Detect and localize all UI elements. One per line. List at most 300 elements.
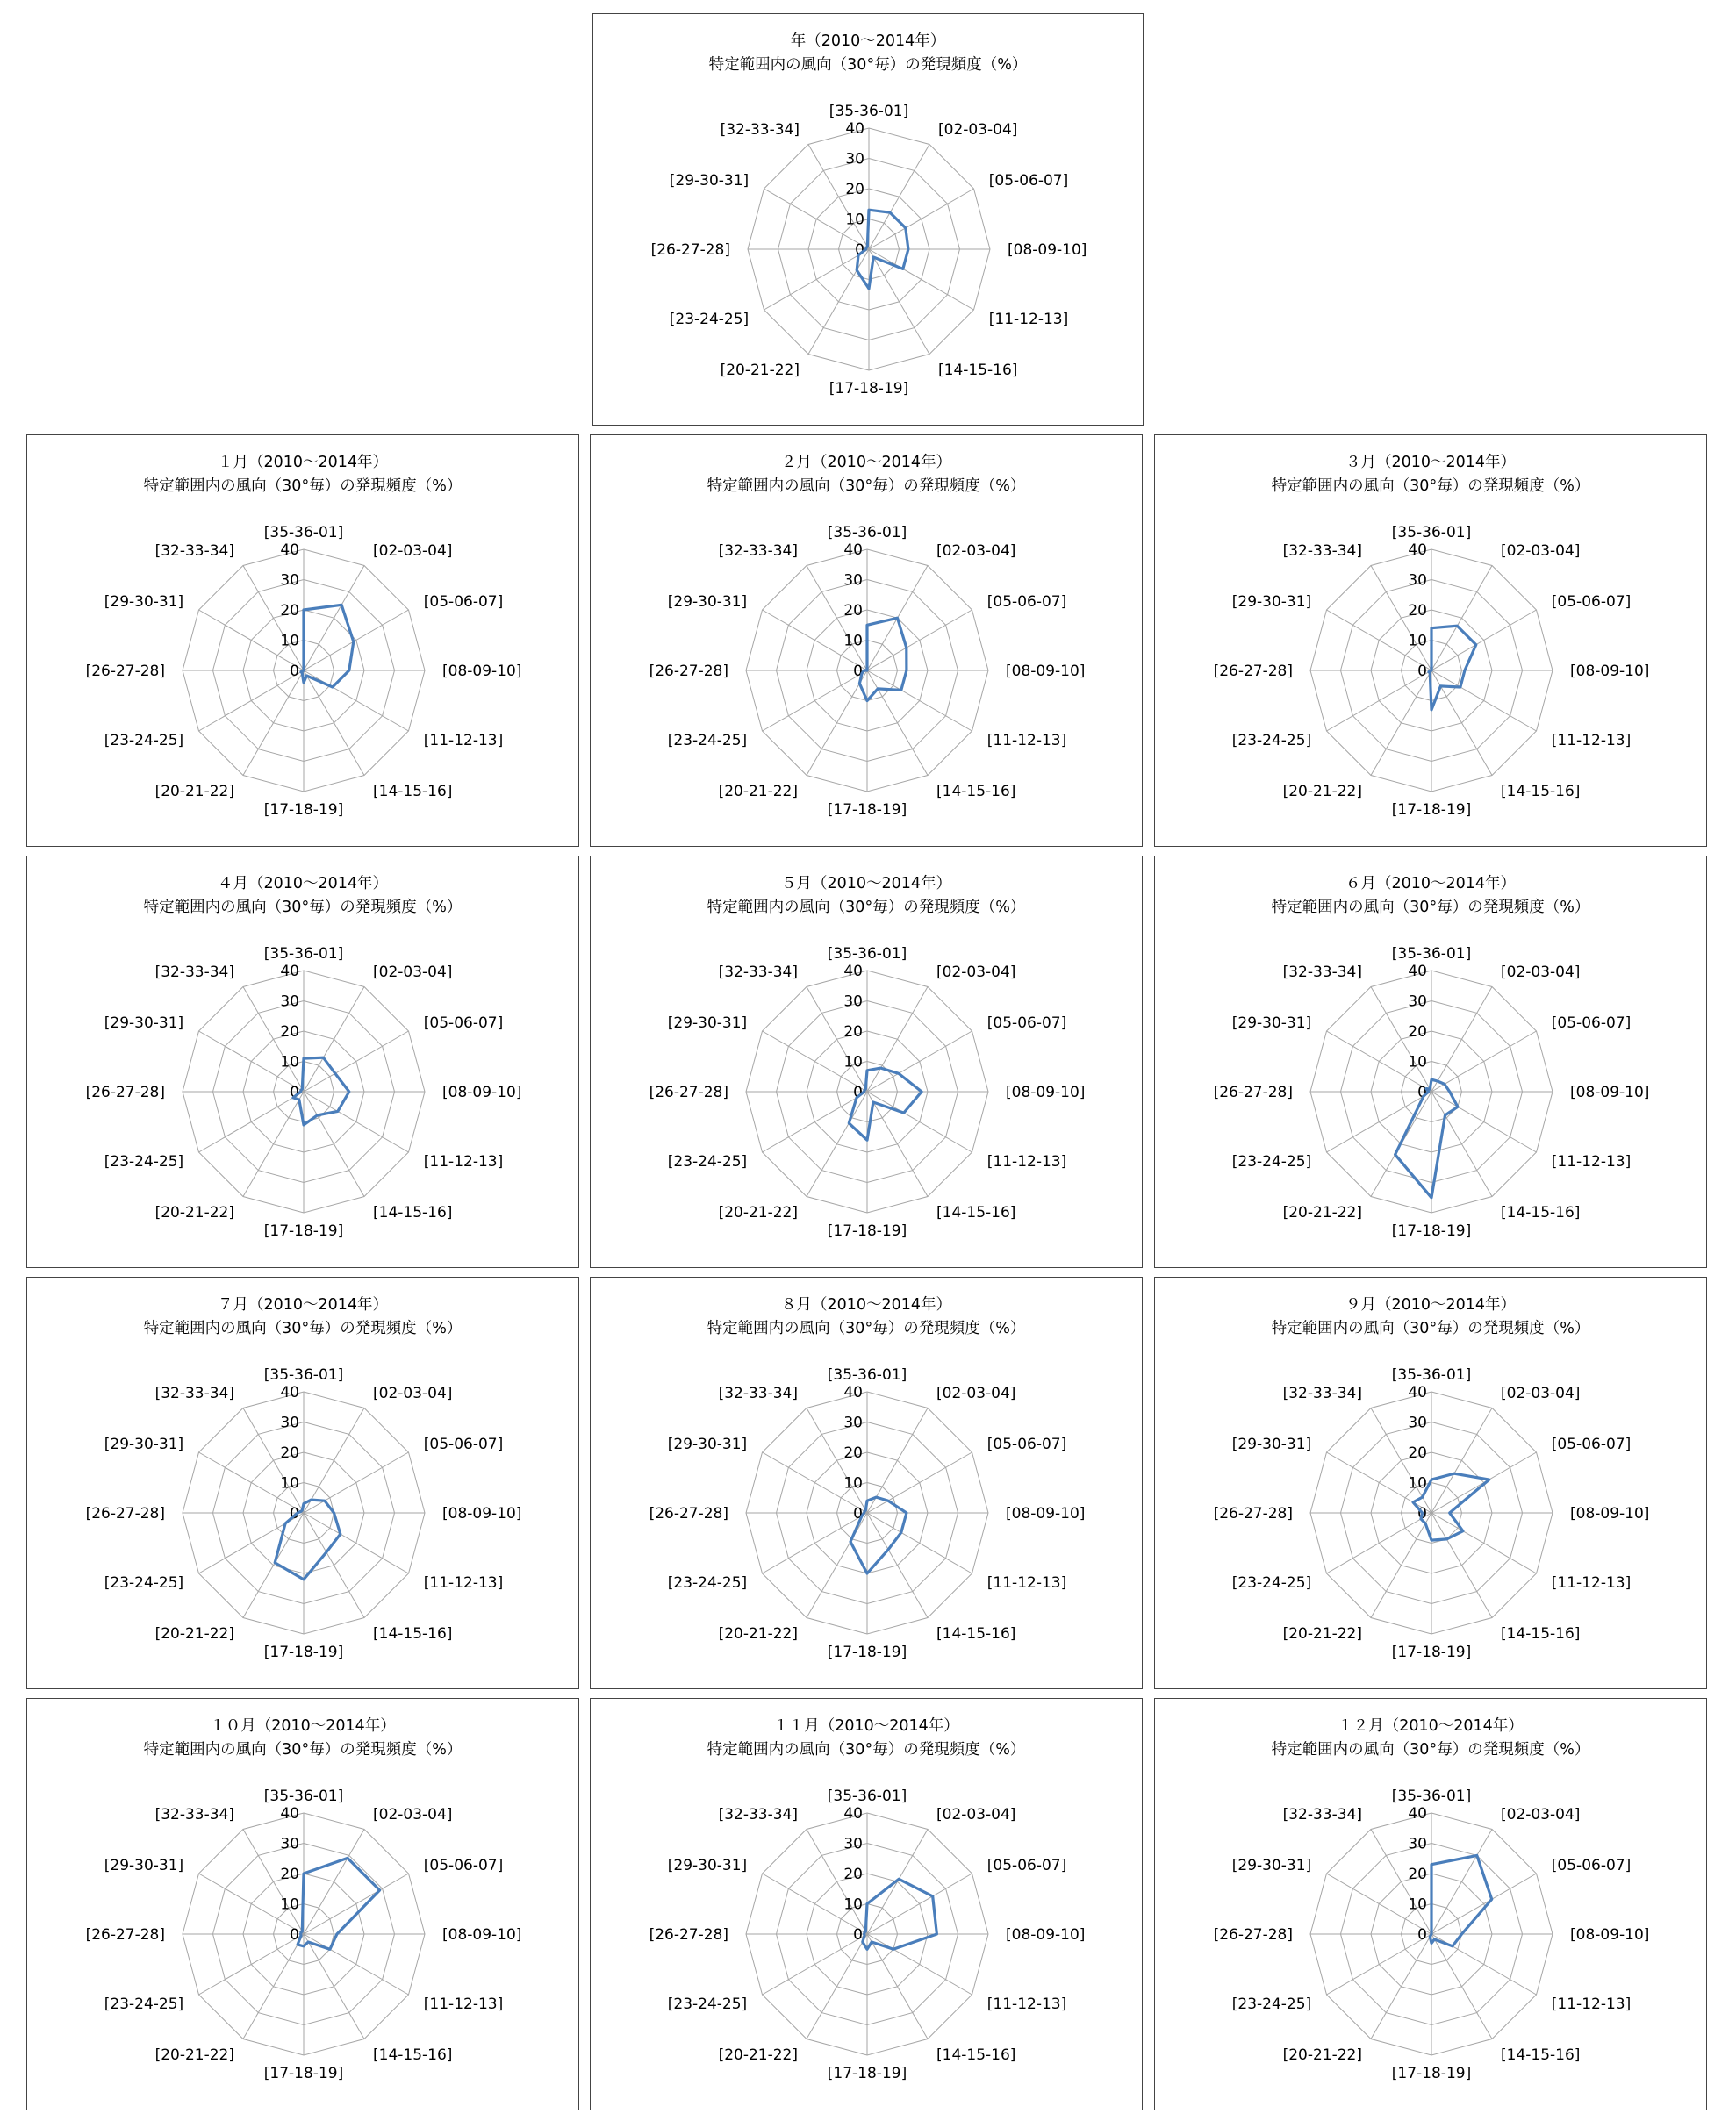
grid-spoke xyxy=(1431,1513,1537,1573)
grid-spoke xyxy=(304,1452,409,1513)
category-label: [14-15-16] xyxy=(373,1624,453,1643)
tick-label: 10 xyxy=(280,632,299,650)
grid-spoke xyxy=(807,670,867,776)
category-label: [08-09-10] xyxy=(1570,1926,1650,1944)
data-series-line xyxy=(275,1500,341,1580)
radar-chart xyxy=(591,856,1144,1269)
category-label: [08-09-10] xyxy=(1006,1084,1086,1101)
chart-subtitle: 特定範囲内の風向（30°毎）の発現頻度（%） xyxy=(707,899,1026,916)
category-label: [23-24-25] xyxy=(669,311,750,328)
category-label: [29-30-31] xyxy=(104,1436,184,1453)
category-label: [20-21-22] xyxy=(1282,782,1362,800)
category-label: [08-09-10] xyxy=(442,1505,522,1523)
radar-chart xyxy=(593,14,1144,426)
category-label: [02-03-04] xyxy=(373,1385,453,1403)
category-label: [29-30-31] xyxy=(104,1014,184,1032)
grid-spoke xyxy=(763,670,868,731)
category-label: [32-33-34] xyxy=(718,1806,798,1824)
category-label: [11-12-13] xyxy=(986,732,1067,749)
category-label: [23-24-25] xyxy=(104,1996,184,2013)
category-label: [05-06-07] xyxy=(986,593,1067,611)
tick-label: 0 xyxy=(855,241,864,259)
tick-label: 40 xyxy=(1408,1805,1427,1823)
grid-spoke xyxy=(867,1934,928,2039)
category-label: [35-36-01] xyxy=(827,524,907,541)
tick-label: 20 xyxy=(280,1023,299,1041)
category-label: [35-36-01] xyxy=(263,945,344,963)
category-label: [17-18-19] xyxy=(829,380,909,398)
category-label: [17-18-19] xyxy=(263,801,344,819)
tick-label: 30 xyxy=(280,1835,299,1853)
chart-title: １１月（2010～2014年） xyxy=(773,1717,959,1735)
tick-label: 10 xyxy=(843,1895,863,1914)
category-label: [23-24-25] xyxy=(667,1996,748,2013)
category-label: [20-21-22] xyxy=(1282,2046,1362,2064)
grid-spoke xyxy=(1431,1874,1537,1934)
tick-label: 20 xyxy=(1408,602,1427,620)
category-label: [32-33-34] xyxy=(1282,964,1362,982)
category-label: [05-06-07] xyxy=(1551,1857,1632,1874)
tick-label: 20 xyxy=(280,1444,299,1462)
tick-label: 0 xyxy=(1417,1084,1427,1101)
tick-label: 40 xyxy=(843,1384,863,1401)
tick-label: 10 xyxy=(1408,1474,1427,1493)
category-label: [32-33-34] xyxy=(718,1385,798,1403)
category-label: [29-30-31] xyxy=(1231,1014,1312,1032)
grid-spoke xyxy=(867,670,928,776)
grid-spoke xyxy=(304,1513,364,1618)
chart-title: ３月（2010～2014年） xyxy=(1345,454,1517,471)
category-label: [05-06-07] xyxy=(423,1014,504,1032)
chart-title: ７月（2010～2014年） xyxy=(217,1296,389,1314)
grid-spoke xyxy=(243,670,304,776)
category-label: [17-18-19] xyxy=(1391,1222,1472,1240)
tick-label: 30 xyxy=(1408,1414,1427,1432)
tick-label: 20 xyxy=(843,1444,863,1462)
category-label: [20-21-22] xyxy=(154,1624,234,1643)
category-label: [08-09-10] xyxy=(1006,1505,1086,1523)
radar-chart xyxy=(591,1699,1144,2111)
grid-spoke xyxy=(867,1452,972,1513)
grid-spoke xyxy=(243,1513,304,1618)
grid-spoke xyxy=(1371,1513,1431,1618)
tick-label: 30 xyxy=(1408,992,1427,1011)
tick-label: 0 xyxy=(1417,1926,1427,1944)
tick-label: 30 xyxy=(1408,1835,1427,1853)
grid-spoke xyxy=(304,1830,364,1935)
tick-label: 30 xyxy=(280,571,299,590)
tick-label: 30 xyxy=(1408,571,1427,590)
category-label: [20-21-22] xyxy=(718,2046,798,2064)
tick-label: 30 xyxy=(843,571,863,590)
grid-spoke xyxy=(1327,1092,1432,1152)
chart-panel-feb xyxy=(590,434,1143,847)
category-label: [08-09-10] xyxy=(442,1926,522,1944)
tick-label: 10 xyxy=(1408,1895,1427,1914)
radar-chart xyxy=(591,435,1144,848)
category-label: [32-33-34] xyxy=(1282,542,1362,561)
category-label: [29-30-31] xyxy=(1231,1857,1312,1874)
tick-label: 0 xyxy=(290,1926,299,1944)
chart-panel-apr xyxy=(26,856,579,1268)
grid-spoke xyxy=(1327,1513,1432,1573)
category-label: [29-30-31] xyxy=(1231,1436,1312,1453)
category-label: [05-06-07] xyxy=(1551,593,1632,611)
tick-label: 10 xyxy=(280,1474,299,1493)
tick-label: 10 xyxy=(280,1895,299,1914)
category-label: [17-18-19] xyxy=(263,1644,344,1661)
category-label: [17-18-19] xyxy=(1391,1644,1472,1661)
grid-spoke xyxy=(869,249,974,310)
category-label: [20-21-22] xyxy=(718,782,798,800)
grid-spoke xyxy=(807,1513,867,1618)
category-label: [35-36-01] xyxy=(263,524,344,541)
category-label: [26-27-28] xyxy=(85,1926,165,1944)
category-label: [08-09-10] xyxy=(1570,1505,1650,1523)
category-label: [17-18-19] xyxy=(827,1644,907,1661)
grid-spoke xyxy=(304,987,364,1093)
category-label: [11-12-13] xyxy=(986,1153,1067,1171)
category-label: [26-27-28] xyxy=(649,1505,728,1523)
category-label: [11-12-13] xyxy=(1551,1996,1632,2013)
grid-spoke xyxy=(1431,1031,1537,1092)
category-label: [02-03-04] xyxy=(936,542,1016,561)
grid-spoke xyxy=(199,670,305,731)
chart-title: ２月（2010～2014年） xyxy=(780,454,952,471)
chart-title: １月（2010～2014年） xyxy=(217,454,389,471)
chart-subtitle: 特定範囲内の風向（30°毎）の発現頻度（%） xyxy=(1271,1741,1590,1759)
grid-spoke xyxy=(867,1513,972,1573)
category-label: [11-12-13] xyxy=(423,1996,504,2013)
category-label: [35-36-01] xyxy=(1391,945,1472,963)
category-label: [20-21-22] xyxy=(720,361,800,379)
chart-title: ９月（2010～2014年） xyxy=(1345,1296,1517,1314)
category-label: [05-06-07] xyxy=(986,1857,1067,1874)
category-label: [11-12-13] xyxy=(1551,1153,1632,1171)
category-label: [26-27-28] xyxy=(85,663,165,680)
category-label: [05-06-07] xyxy=(1551,1436,1632,1453)
grid-spoke xyxy=(867,670,972,731)
category-label: [26-27-28] xyxy=(1213,1505,1293,1523)
tick-label: 40 xyxy=(280,541,299,559)
data-series-line xyxy=(859,618,907,700)
category-label: [02-03-04] xyxy=(936,1806,1016,1824)
category-label: [20-21-22] xyxy=(154,2046,234,2064)
chart-panel-nov xyxy=(590,1698,1143,2110)
category-label: [08-09-10] xyxy=(442,1084,522,1101)
tick-label: 10 xyxy=(1408,632,1427,650)
category-label: [17-18-19] xyxy=(1391,2065,1472,2082)
chart-title: ８月（2010～2014年） xyxy=(780,1296,952,1314)
tick-label: 0 xyxy=(853,1505,863,1523)
category-label: [17-18-19] xyxy=(1391,801,1472,819)
category-label: [17-18-19] xyxy=(263,2065,344,2082)
tick-label: 40 xyxy=(843,963,863,980)
chart-subtitle: 特定範囲内の風向（30°毎）の発現頻度（%） xyxy=(143,1741,463,1759)
grid-spoke xyxy=(763,1934,868,1995)
category-label: [05-06-07] xyxy=(986,1436,1067,1453)
grid-spoke xyxy=(1431,1830,1492,1935)
category-label: [29-30-31] xyxy=(1231,593,1312,611)
category-label: [23-24-25] xyxy=(667,1153,748,1171)
category-label: [35-36-01] xyxy=(1391,524,1472,541)
category-label: [29-30-31] xyxy=(667,1436,748,1453)
category-label: [29-30-31] xyxy=(667,1857,748,1874)
radar-chart xyxy=(1155,1278,1708,1690)
category-label: [14-15-16] xyxy=(936,2046,1016,2064)
category-label: [23-24-25] xyxy=(1231,732,1312,749)
category-label: [02-03-04] xyxy=(373,542,453,561)
category-label: [11-12-13] xyxy=(986,1996,1067,2013)
tick-label: 40 xyxy=(280,1805,299,1823)
tick-label: 0 xyxy=(853,1926,863,1944)
tick-label: 30 xyxy=(845,150,864,168)
category-label: [35-36-01] xyxy=(263,1366,344,1384)
grid-spoke xyxy=(304,1092,364,1197)
category-label: [02-03-04] xyxy=(1501,964,1581,982)
category-label: [29-30-31] xyxy=(104,593,184,611)
category-label: [32-33-34] xyxy=(718,964,798,982)
grid-spoke xyxy=(1327,1934,1432,1995)
category-label: [11-12-13] xyxy=(423,1153,504,1171)
category-label: [02-03-04] xyxy=(1501,1806,1581,1824)
grid-spoke xyxy=(1431,670,1537,731)
grid-spoke xyxy=(304,566,364,671)
category-label: [05-06-07] xyxy=(1551,1014,1632,1032)
grid-spoke xyxy=(1431,1408,1492,1514)
category-label: [11-12-13] xyxy=(423,1574,504,1592)
category-label: [02-03-04] xyxy=(1501,1385,1581,1403)
category-label: [23-24-25] xyxy=(1231,1574,1312,1592)
chart-subtitle: 特定範囲内の風向（30°毎）の発現頻度（%） xyxy=(143,899,463,916)
tick-label: 10 xyxy=(845,211,864,229)
category-label: [17-18-19] xyxy=(263,1222,344,1240)
chart-panel-sep xyxy=(1154,1277,1707,1689)
grid-spoke xyxy=(1431,566,1492,671)
grid-spoke xyxy=(1431,1934,1492,2039)
category-label: [02-03-04] xyxy=(373,964,453,982)
category-label: [17-18-19] xyxy=(827,2065,907,2082)
category-label: [08-09-10] xyxy=(1006,1926,1086,1944)
grid-spoke xyxy=(1431,610,1537,670)
category-label: [29-30-31] xyxy=(667,1014,748,1032)
chart-subtitle: 特定範囲内の風向（30°毎）の発現頻度（%） xyxy=(143,1320,463,1337)
category-label: [14-15-16] xyxy=(1501,782,1581,800)
category-label: [35-36-01] xyxy=(1391,1788,1472,1805)
grid-spoke xyxy=(304,1408,364,1514)
chart-panel-dec xyxy=(1154,1698,1707,2110)
chart-panel-oct xyxy=(26,1698,579,2110)
category-label: [20-21-22] xyxy=(1282,1203,1362,1222)
category-label: [23-24-25] xyxy=(667,1574,748,1592)
grid-spoke xyxy=(304,1513,409,1573)
category-label: [23-24-25] xyxy=(1231,1153,1312,1171)
chart-subtitle: 特定範囲内の風向（30°毎）の発現頻度（%） xyxy=(1271,477,1590,495)
category-label: [02-03-04] xyxy=(936,964,1016,982)
grid-spoke xyxy=(1327,670,1432,731)
category-label: [11-12-13] xyxy=(1551,732,1632,749)
radar-chart xyxy=(1155,1699,1708,2111)
tick-label: 10 xyxy=(843,1474,863,1493)
grid-spoke xyxy=(304,1092,409,1152)
category-label: [14-15-16] xyxy=(938,361,1018,379)
tick-label: 40 xyxy=(1408,963,1427,980)
category-label: [32-33-34] xyxy=(720,121,800,140)
grid-spoke xyxy=(304,670,409,731)
radar-chart xyxy=(1155,856,1708,1269)
category-label: [05-06-07] xyxy=(423,1436,504,1453)
category-label: [02-03-04] xyxy=(1501,542,1581,561)
category-label: [05-06-07] xyxy=(423,593,504,611)
chart-panel-jun xyxy=(1154,856,1707,1268)
category-label: [02-03-04] xyxy=(938,121,1018,140)
tick-label: 0 xyxy=(290,1505,299,1523)
radar-chart xyxy=(27,1278,580,1690)
grid-spoke xyxy=(867,1513,928,1618)
category-label: [02-03-04] xyxy=(373,1806,453,1824)
category-label: [20-21-22] xyxy=(154,1203,234,1222)
chart-panel-jul xyxy=(26,1277,579,1689)
category-label: [14-15-16] xyxy=(936,1203,1016,1222)
data-series-line xyxy=(863,1879,937,1949)
category-label: [35-36-01] xyxy=(827,1788,907,1805)
chart-title: ４月（2010～2014年） xyxy=(217,875,389,892)
grid-spoke xyxy=(304,610,409,670)
grid-spoke xyxy=(199,1934,305,1995)
chart-subtitle: 特定範囲内の風向（30°毎）の発現頻度（%） xyxy=(707,477,1026,495)
category-label: [14-15-16] xyxy=(936,1624,1016,1643)
category-label: [17-18-19] xyxy=(827,801,907,819)
radar-chart xyxy=(27,856,580,1269)
tick-label: 20 xyxy=(1408,1444,1427,1462)
grid-spoke xyxy=(807,1934,867,2039)
tick-label: 10 xyxy=(1408,1053,1427,1071)
category-label: [35-36-01] xyxy=(827,945,907,963)
chart-subtitle: 特定範囲内の風向（30°毎）の発現頻度（%） xyxy=(708,56,1028,74)
category-label: [26-27-28] xyxy=(649,663,728,680)
category-label: [26-27-28] xyxy=(649,1926,728,1944)
chart-title: １２月（2010～2014年） xyxy=(1338,1717,1524,1735)
tick-label: 20 xyxy=(280,602,299,620)
grid-spoke xyxy=(764,249,870,310)
grid-spoke xyxy=(304,1031,409,1092)
category-label: [29-30-31] xyxy=(669,172,750,190)
grid-spoke xyxy=(1371,1934,1431,2039)
grid-spoke xyxy=(867,1092,928,1197)
data-series-line xyxy=(1430,1855,1491,1945)
tick-label: 20 xyxy=(843,1023,863,1041)
tick-label: 20 xyxy=(843,1866,863,1883)
category-label: [11-12-13] xyxy=(986,1574,1067,1592)
tick-label: 30 xyxy=(843,1835,863,1853)
grid-spoke xyxy=(1371,670,1431,776)
radar-chart xyxy=(27,435,580,848)
tick-label: 0 xyxy=(290,663,299,680)
category-label: [26-27-28] xyxy=(1213,1084,1293,1101)
grid-spoke xyxy=(867,1874,972,1934)
data-series-line xyxy=(298,1858,380,1949)
chart-panel-aug xyxy=(590,1277,1143,1689)
chart-subtitle: 特定範囲内の風向（30°毎）の発現頻度（%） xyxy=(707,1320,1026,1337)
chart-title: 年（2010～2014年） xyxy=(790,32,946,50)
chart-title: ６月（2010～2014年） xyxy=(1345,875,1517,892)
tick-label: 40 xyxy=(1408,1384,1427,1401)
tick-label: 40 xyxy=(1408,541,1427,559)
category-label: [32-33-34] xyxy=(154,964,234,982)
category-label: [11-12-13] xyxy=(1551,1574,1632,1592)
grid-spoke xyxy=(867,1031,972,1092)
category-label: [08-09-10] xyxy=(1570,1084,1650,1101)
tick-label: 30 xyxy=(280,992,299,1011)
category-label: [05-06-07] xyxy=(988,172,1069,190)
tick-label: 40 xyxy=(845,120,864,138)
category-label: [26-27-28] xyxy=(1213,663,1293,680)
category-label: [14-15-16] xyxy=(1501,1203,1581,1222)
category-label: [23-24-25] xyxy=(667,732,748,749)
grid-spoke xyxy=(867,1934,972,1995)
category-label: [23-24-25] xyxy=(104,732,184,749)
grid-spoke xyxy=(808,249,869,355)
grid-spoke xyxy=(304,1874,409,1934)
grid-spoke xyxy=(199,1092,305,1152)
tick-label: 0 xyxy=(853,1084,863,1101)
chart-subtitle: 特定範囲内の風向（30°毎）の発現頻度（%） xyxy=(707,1741,1026,1759)
grid-spoke xyxy=(304,1934,409,1995)
category-label: [20-21-22] xyxy=(1282,1624,1362,1643)
radar-chart xyxy=(27,1699,580,2111)
grid-spoke xyxy=(867,987,928,1093)
category-label: [20-21-22] xyxy=(154,782,234,800)
category-label: [17-18-19] xyxy=(827,1222,907,1240)
category-label: [08-09-10] xyxy=(1008,241,1087,259)
radar-chart xyxy=(591,1278,1144,1690)
chart-title: １０月（2010～2014年） xyxy=(210,1717,396,1735)
chart-subtitle: 特定範囲内の風向（30°毎）の発現頻度（%） xyxy=(1271,1320,1590,1337)
tick-label: 30 xyxy=(280,1414,299,1432)
category-label: [14-15-16] xyxy=(373,2046,453,2064)
category-label: [32-33-34] xyxy=(718,542,798,561)
grid-spoke xyxy=(869,189,974,249)
tick-label: 40 xyxy=(280,963,299,980)
category-label: [23-24-25] xyxy=(104,1574,184,1592)
category-label: [26-27-28] xyxy=(85,1505,165,1523)
category-label: [35-36-01] xyxy=(827,1366,907,1384)
tick-label: 40 xyxy=(280,1384,299,1401)
tick-label: 10 xyxy=(843,632,863,650)
chart-panel-jan xyxy=(26,434,579,847)
category-label: [14-15-16] xyxy=(936,782,1016,800)
tick-label: 10 xyxy=(280,1053,299,1071)
category-label: [08-09-10] xyxy=(1006,663,1086,680)
category-label: [32-33-34] xyxy=(1282,1806,1362,1824)
tick-label: 30 xyxy=(843,1414,863,1432)
grid-spoke xyxy=(1431,1092,1537,1152)
category-label: [29-30-31] xyxy=(104,1857,184,1874)
category-label: [14-15-16] xyxy=(1501,2046,1581,2064)
category-label: [23-24-25] xyxy=(1231,1996,1312,2013)
category-label: [20-21-22] xyxy=(718,1203,798,1222)
chart-panel-mar xyxy=(1154,434,1707,847)
category-label: [26-27-28] xyxy=(1213,1926,1293,1944)
tick-label: 0 xyxy=(290,1084,299,1101)
chart-panel-may xyxy=(590,856,1143,1268)
category-label: [14-15-16] xyxy=(1501,1624,1581,1643)
category-label: [05-06-07] xyxy=(986,1014,1067,1032)
grid-spoke xyxy=(869,249,929,355)
tick-label: 20 xyxy=(1408,1866,1427,1883)
category-label: [26-27-28] xyxy=(85,1084,165,1101)
category-label: [26-27-28] xyxy=(650,241,730,259)
